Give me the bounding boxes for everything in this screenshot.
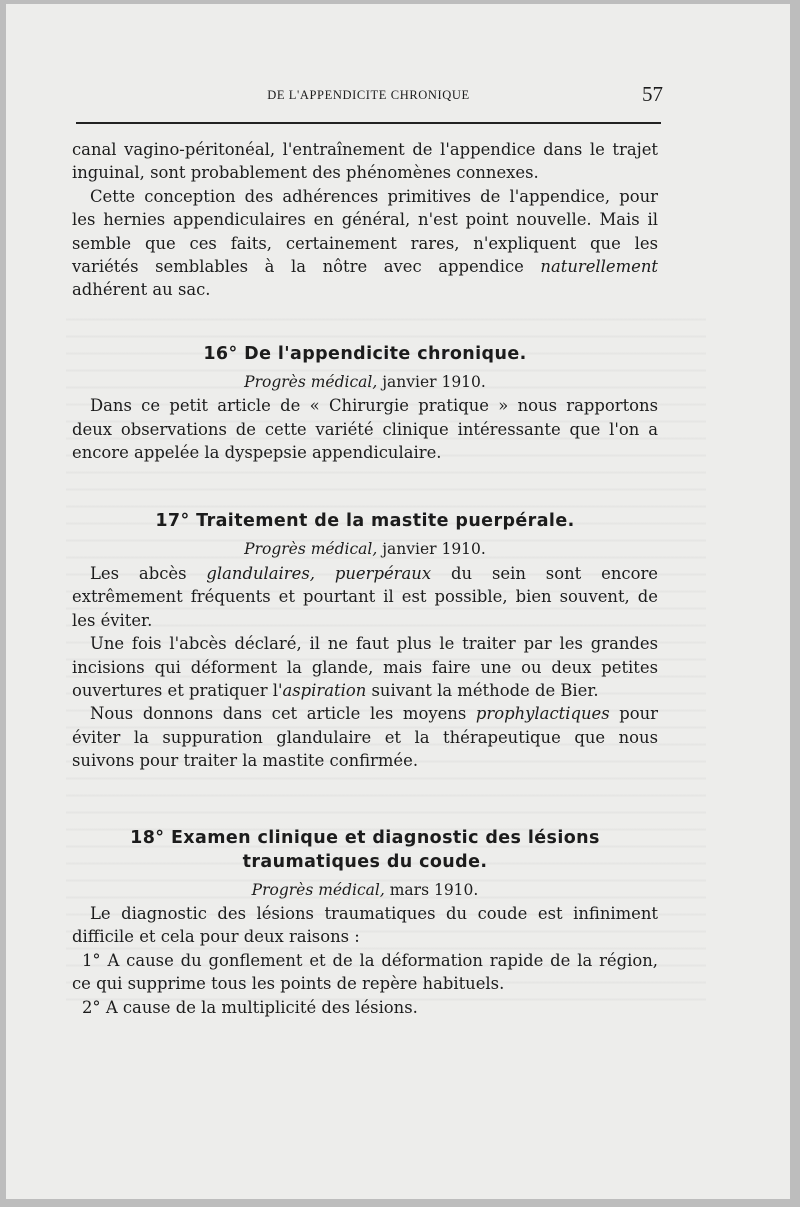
section-17-title: 17° Traitement de la mastite puerpérale. xyxy=(155,511,575,532)
section-18-item-1: 1° A cause du gonflement et de la déformation rapide de la région, ce qui supprime tous les points de repère habituels. xyxy=(72,950,658,994)
page-number: 57 xyxy=(642,82,663,106)
book-page xyxy=(6,4,790,1199)
section-18-title xyxy=(72,826,658,874)
running-title: DE L'APPENDICITE CHRONIQUE xyxy=(267,88,470,102)
section-16-citation: Progrès médical, janvier 1910. xyxy=(244,372,486,391)
section-18-citation: Progrès médical, mars 1910. xyxy=(251,880,479,899)
running-head xyxy=(76,82,663,108)
section-17-paragraph-2: Une fois l'abcès déclaré, il ne faut plus le traiter par les grandes incisions qui déforment la glande, mais faire une ou deux petites ouvertures et pratiquer l'aspiration suivant la méthode de Bier. xyxy=(72,634,658,700)
emphasis: naturellement xyxy=(540,257,658,277)
intro-paragraph-1: canal vagino-péritonéal, l'entraînement de l'appendice dans le trajet inguinal, sont probablement des phénomènes connexes. xyxy=(72,140,658,183)
section-17-paragraph-1: Les abcès glandulaires, puerpéraux du sein sont encore extrêmement fréquents et pourtant il est possible, bien souvent, de les éviter. xyxy=(72,563,658,630)
page-body xyxy=(72,138,658,1019)
intro-paragraph-2: Cette conception des adhérences primitives de l'appendice, pour les hernies appendiculaires en général, n'est point nouvelle. Mais il semble que ces faits, certainement rares, n'expliquent que les variétés semblables à la nôtre avec appendice naturellement adhérent au sac. xyxy=(72,186,658,300)
section-17-paragraph-3: Nous donnons dans cet article les moyens prophylactiques pour éviter la suppuration glandulaire et la thérapeutique que nous suivons pour traiter la mastite confirmée. xyxy=(72,704,659,771)
section-18-title-line-1: 18° Examen clinique et diagnostic des lésions xyxy=(130,827,600,848)
section-17-citation: Progrès médical, janvier 1910. xyxy=(244,540,486,559)
header-rule xyxy=(76,122,661,124)
section-16-title: 16° De l'appendicite chronique. xyxy=(203,343,527,364)
section-18-title-line-2: traumatiques du coude. xyxy=(242,851,488,872)
section-16-paragraph: Dans ce petit article de « Chirurgie pratique » nous rapportons deux observations de cette variété clinique intéressante que l'on a encore appelée la dyspepsie appendiculaire. xyxy=(72,396,658,463)
section-18-item-2: 2° A cause de la multiplicité des lésions. xyxy=(82,997,418,1017)
section-18-paragraph: Le diagnostic des lésions traumatiques du coude est infiniment difficile et cela pour deux raisons : xyxy=(72,903,658,947)
